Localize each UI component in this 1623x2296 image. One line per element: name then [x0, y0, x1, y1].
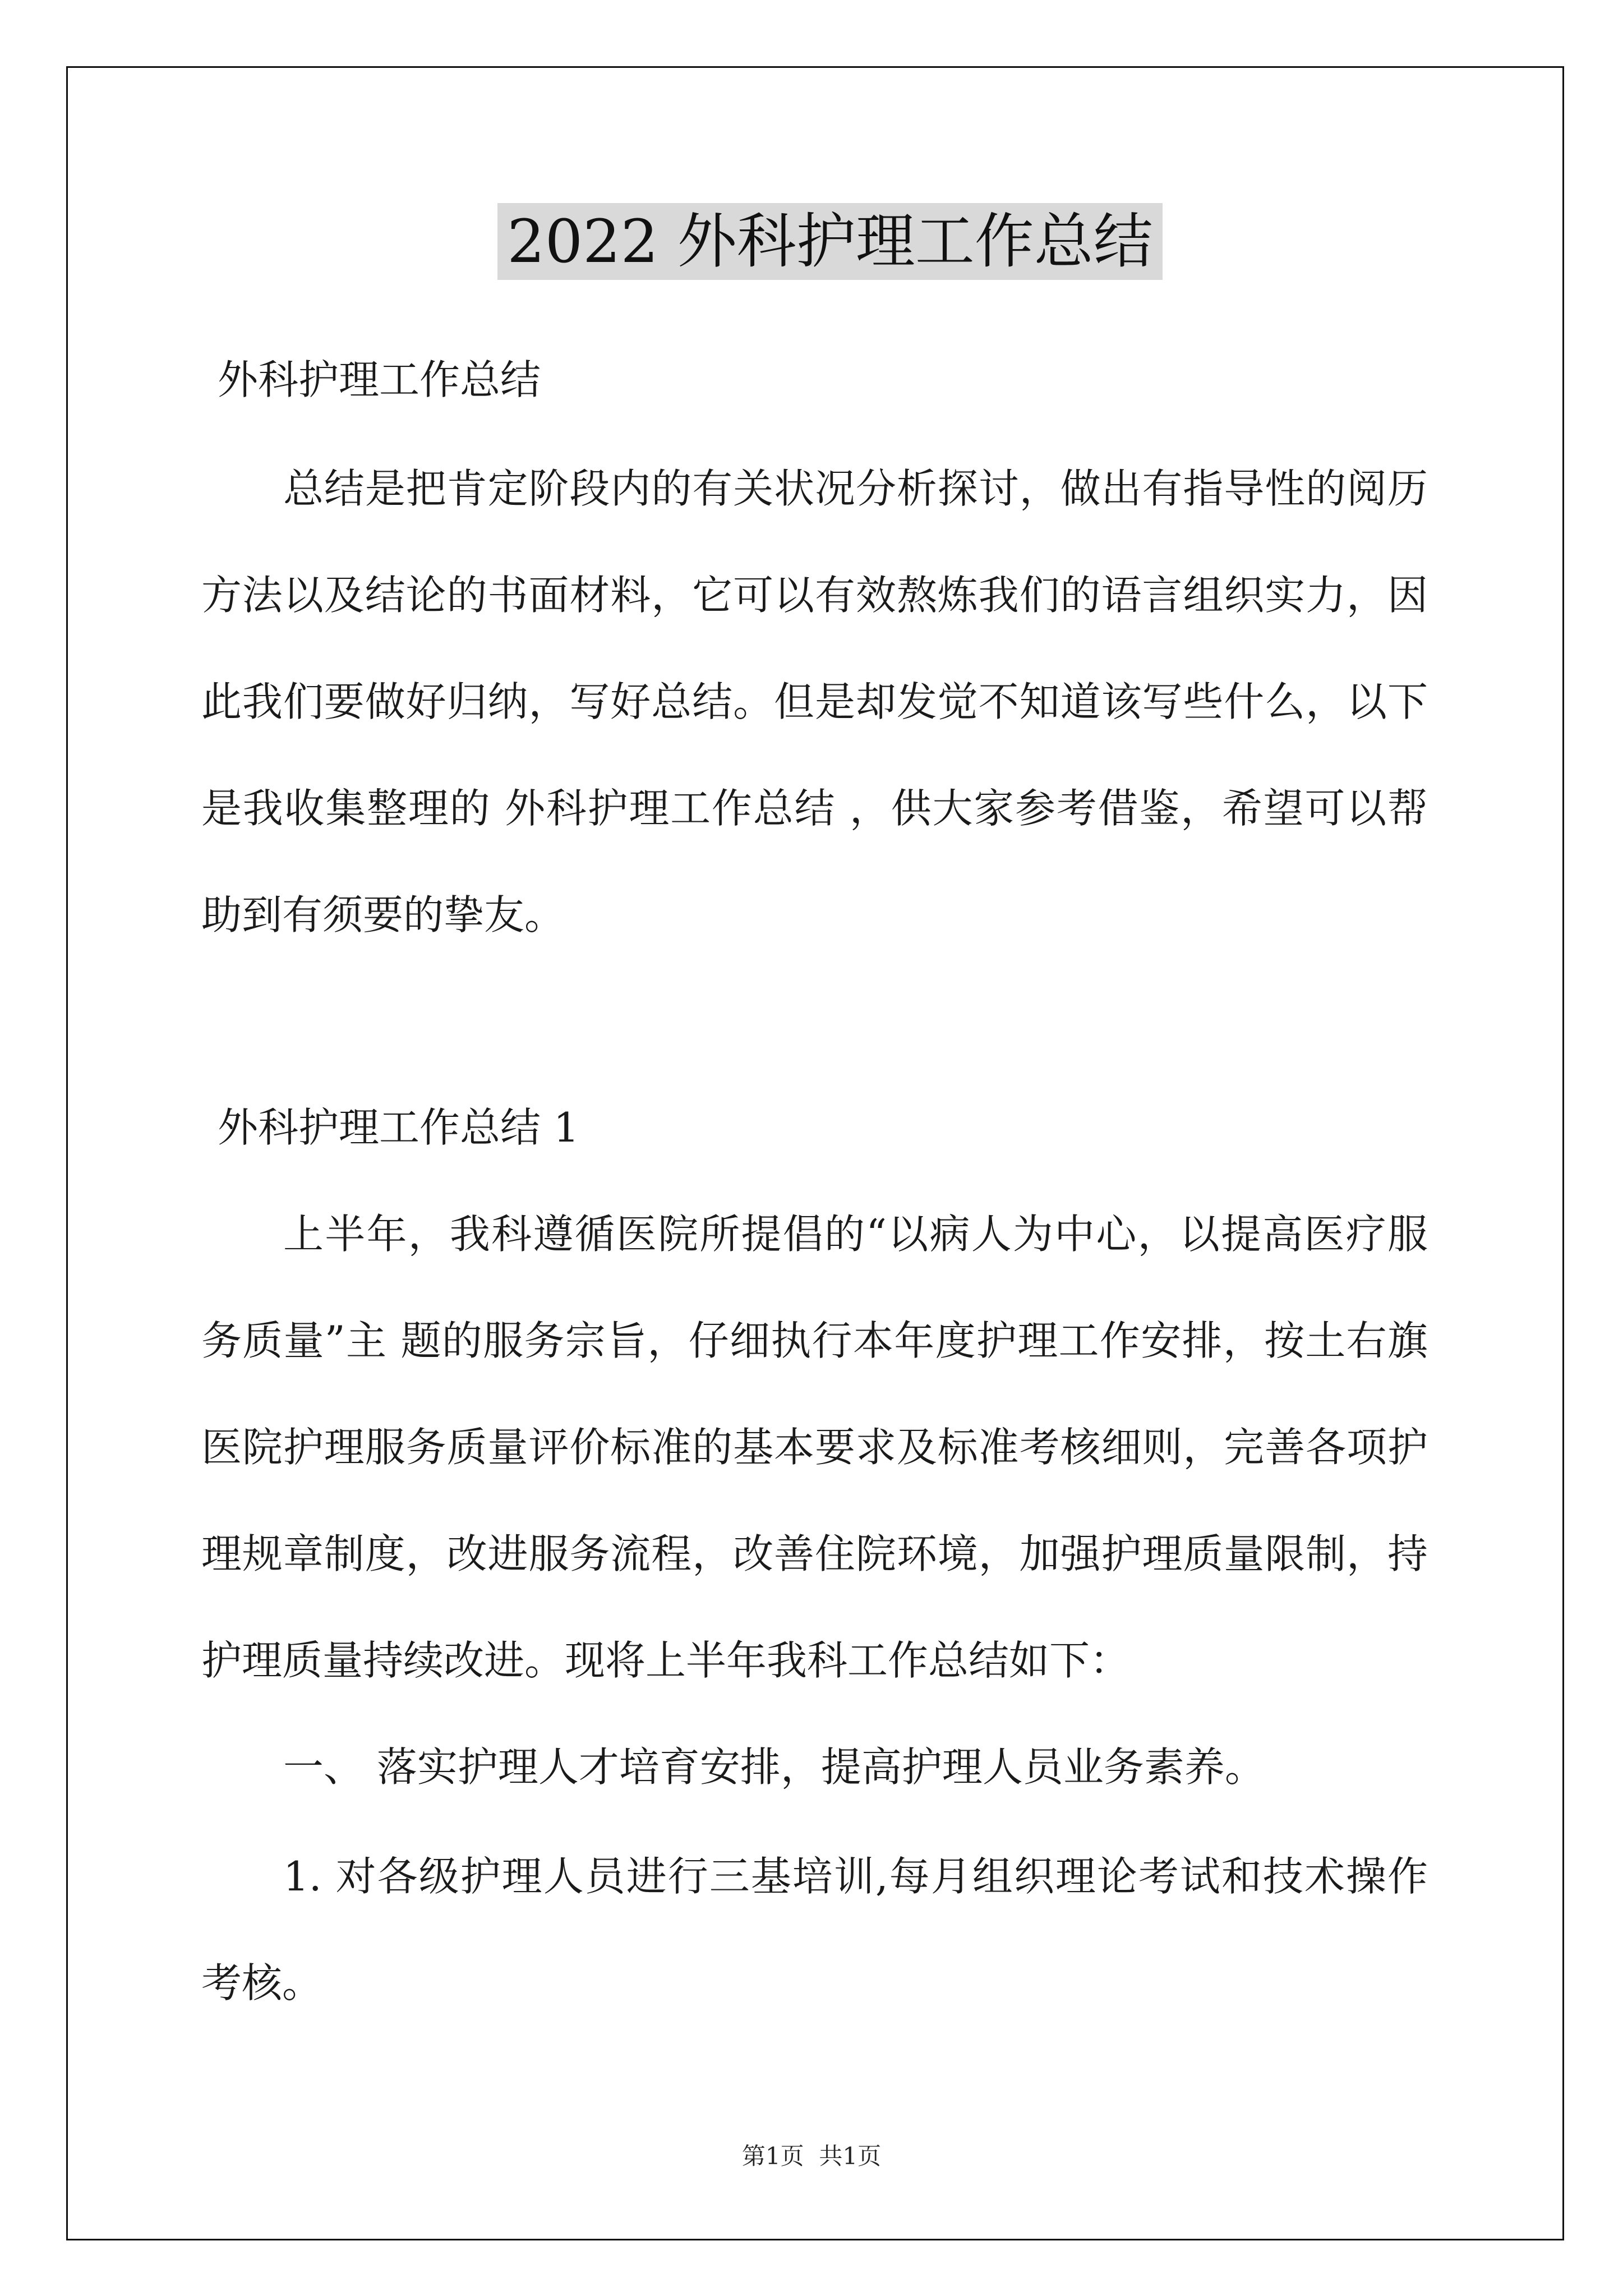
- paragraph-line: 务质量”主 题的服务宗旨，仔细执行本年度护理工作安排，按土右旗: [201, 1317, 1428, 1364]
- list-item: 一、 落实护理人才培育安排，提高护理人员业务素养。: [283, 1743, 1265, 1791]
- paragraph-line: 上半年，我科遵循医院所提倡的“以病人为中心，以提高医疗服: [283, 1211, 1428, 1258]
- paragraph-line: 此我们要做好归纳，写好总结。但是却发觉不知道该写些什么，以下: [201, 678, 1428, 725]
- paragraph-line: 1. 对各级护理人员进行三基培训,每月组织理论考试和技术操作: [283, 1853, 1428, 1900]
- paragraph-line: 理规章制度，改进服务流程，改善住院环境，加强护理质量限制，持: [201, 1530, 1428, 1577]
- paragraph-line: 是我收集整理的 外科护理工作总结 ，供大家参考借鉴，希望可以帮: [201, 785, 1428, 832]
- paragraph-line: 总结是把肯定阶段内的有关状况分析探讨，做出有指导性的阅历: [283, 465, 1428, 512]
- section-heading: 外科护理工作总结 1: [218, 1104, 579, 1151]
- paragraph-line: 医院护理服务质量评价标准的基本要求及标准考核细则，完善各项护: [201, 1424, 1428, 1471]
- paragraph-line: 方法以及结论的书面材料，它可以有效熬炼我们的语言组织实力，因: [201, 572, 1428, 619]
- paragraph-line: 护理质量持续改进。现将上半年我科工作总结如下：: [201, 1637, 1131, 1684]
- section-heading: 外科护理工作总结: [218, 356, 541, 403]
- paragraph-line: 考核。: [201, 1959, 323, 2007]
- paragraph-line: 助到有须要的挚友。: [201, 891, 565, 938]
- page-number: 第1页 共1页: [741, 2142, 882, 2170]
- document-title: 2022 外科护理工作总结: [497, 203, 1163, 280]
